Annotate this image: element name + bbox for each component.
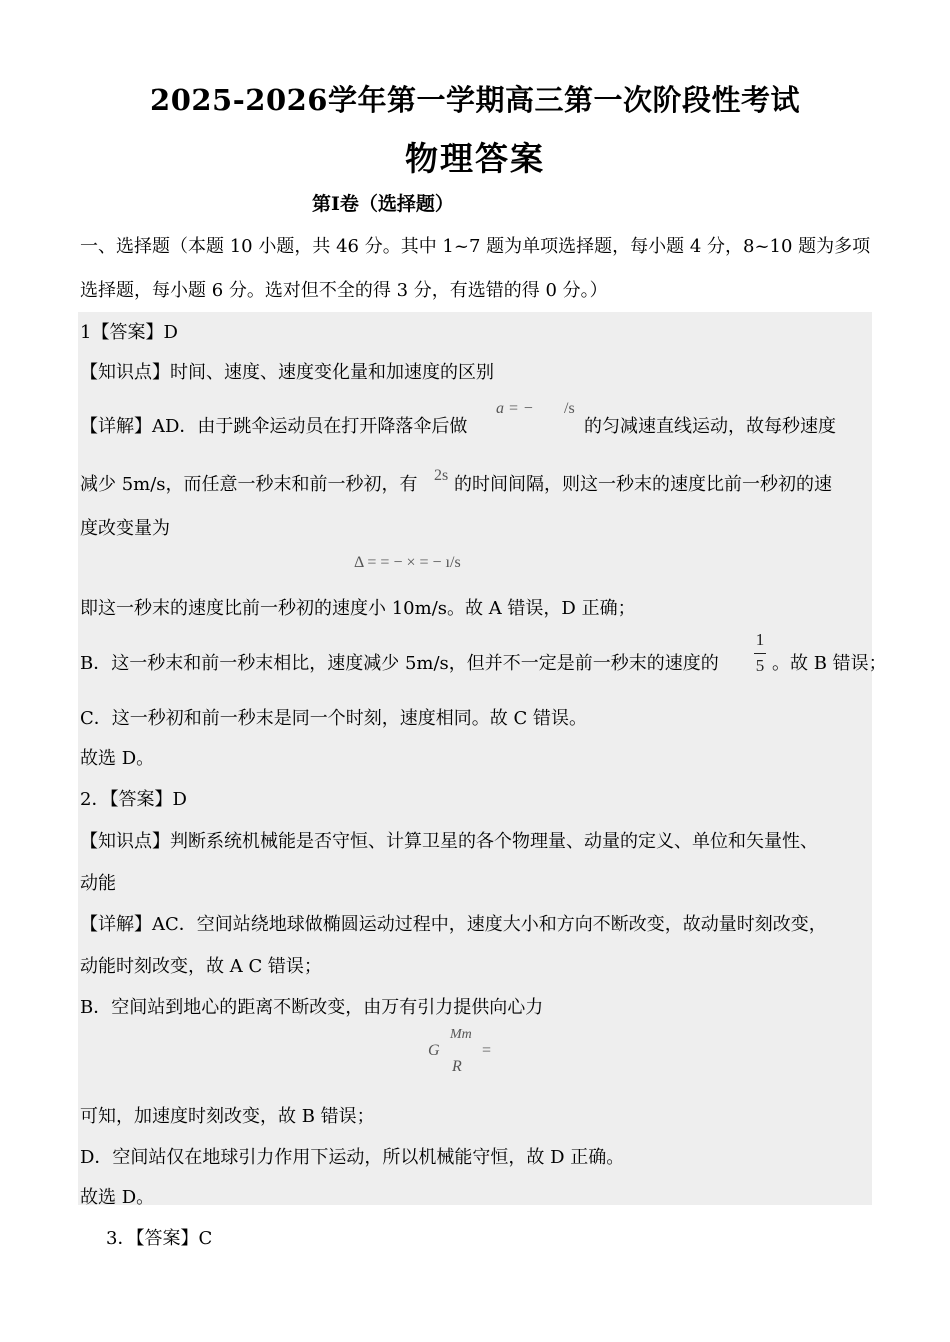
q2-detail-4: 可知，加速度时刻改变，故 B 错误； bbox=[80, 1106, 375, 1127]
q3-answer: 3．【答案】C bbox=[106, 1228, 213, 1249]
q2-knowledge-2: 动能 bbox=[80, 873, 116, 894]
q2-eq-mm: Mm bbox=[450, 1027, 472, 1042]
q2-eq-r: R bbox=[452, 1058, 462, 1075]
q2-detail-5: D．空间站仅在地球引力作用下运动，所以机械能守恒，故 D 正确。 bbox=[80, 1147, 625, 1168]
q1-detail-b: 的匀减速直线运动，故每秒速度 bbox=[584, 416, 836, 437]
q1-detail-a: 【详解】AD．由于跳伞运动员在打开降落伞后做 bbox=[80, 416, 468, 437]
q1-fraction-denominator: 5 bbox=[755, 656, 765, 675]
q1-detail-e: 度改变量为 bbox=[80, 518, 170, 539]
intro-line-1: 一、选择题（本题 10 小题，共 46 分。其中 1~7 题为单项选择题，每小题 4 分，8~10 题为多项 bbox=[80, 236, 871, 257]
q2-detail-1: 【详解】AC．空间站绕地球做椭圆运动过程中，速度大小和方向不断改变，故动量时刻改变， bbox=[80, 914, 827, 935]
q1-line-g: B．这一秒末和前一秒末相比，速度减少 5m/s，但并不一定是前一秒末的速度的 bbox=[80, 653, 719, 674]
q1-line-h: C．这一秒初和前一秒末是同一个时刻，速度相同。故 C 错误。 bbox=[80, 708, 587, 729]
q2-eq-g: G bbox=[428, 1042, 440, 1059]
intro-line-2: 选择题，每小题 6 分。选对但不全的得 3 分，有选错的得 0 分。） bbox=[80, 280, 608, 301]
q1-two-seconds: 2s bbox=[434, 467, 449, 484]
exam-title: 2025-2026学年第一学期高三第一次阶段性考试 bbox=[150, 83, 800, 117]
q2-eq-equals: = bbox=[482, 1042, 492, 1059]
q1-detail-d: 的时间间隔，则这一秒末的速度比前一秒初的速 bbox=[454, 474, 832, 495]
q1-line-f: 即这一秒末的速度比前一秒初的速度小 10m/s。故 A 错误，D 正确； bbox=[80, 598, 636, 619]
q2-detail-6: 故选 D。 bbox=[80, 1187, 155, 1208]
q1-delta-equation: Δ = = − × = − ı/s bbox=[354, 554, 461, 571]
answer-shaded-block bbox=[78, 312, 872, 1205]
section-title: 第Ⅰ卷（选择题） bbox=[312, 193, 454, 215]
q1-fraction-numerator: 1 bbox=[755, 630, 765, 649]
q1-formula-a: a = − bbox=[496, 400, 534, 417]
q2-detail-3: B．空间站到地心的距离不断改变，由万有引力提供向心力 bbox=[80, 997, 544, 1018]
q1-answer: 1【答案】D bbox=[80, 322, 178, 343]
q1-fraction-bar bbox=[754, 653, 766, 654]
q2-detail-2: 动能时刻改变，故 A C 错误； bbox=[80, 956, 322, 977]
q1-detail-c: 减少 5m/s，而任意一秒末和前一秒初，有 bbox=[80, 474, 418, 495]
q1-line-g-end: 。故 B 错误； bbox=[772, 653, 887, 674]
q2-answer: 2．【答案】D bbox=[80, 789, 187, 810]
q1-knowledge: 【知识点】时间、速度、速度变化量和加速度的区别 bbox=[80, 362, 494, 383]
q2-knowledge-1: 【知识点】判断系统机械能是否守恒、计算卫星的各个物理量、动量的定义、单位和矢量性、 bbox=[80, 831, 818, 852]
q1-formula-unit: /s bbox=[564, 400, 575, 417]
q1-line-i: 故选 D。 bbox=[80, 748, 155, 769]
subject-title: 物理答案 bbox=[405, 139, 545, 178]
